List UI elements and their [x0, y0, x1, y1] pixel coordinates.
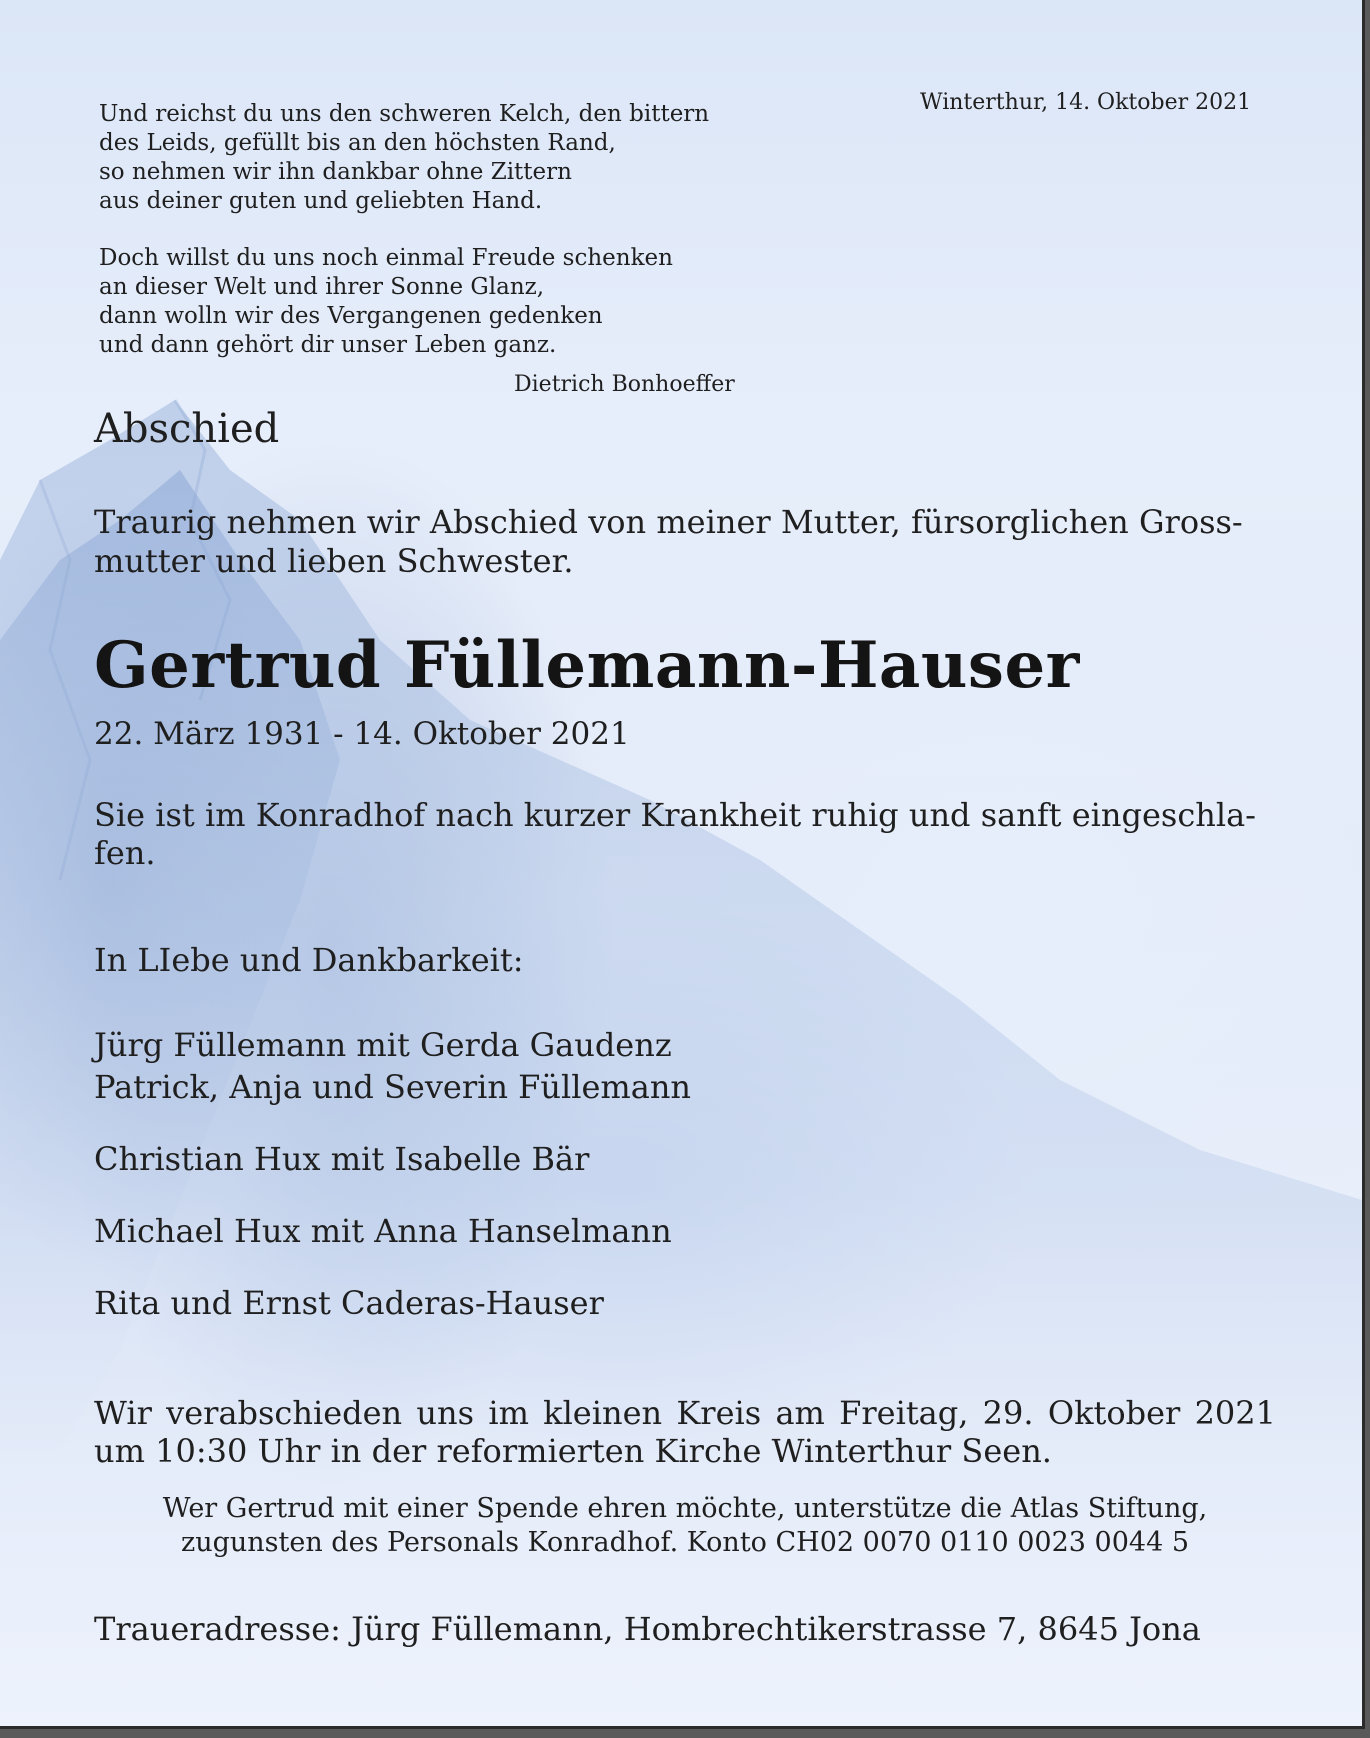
mourner-name: Michael Hux mit Anna Hanselmann [94, 1212, 672, 1250]
mourner-name: Patrick, Anja und Severin Füllemann [94, 1068, 692, 1106]
poem-stanza [99, 100, 709, 216]
mourner-name: Christian Hux mit Isabelle Bär [94, 1140, 590, 1178]
poem-line: des Leids, gefüllt bis an den höchsten Rand, [99, 130, 616, 156]
mourner-group [94, 1210, 691, 1252]
mourning-address: Traueradresse: Jürg Füllemann, Hombrechtikerstrasse 7, 8645 Jona [94, 1610, 1201, 1648]
service-info [94, 1394, 1276, 1470]
deceased-name: Gertrud Füllemann-Hauser [94, 628, 1080, 703]
poem-line: Doch willst du uns noch einmal Freude schenken [99, 245, 673, 271]
life-dates: 22. März 1931 - 14. Oktober 2021 [94, 716, 630, 752]
passing-line: Sie ist im Konradhof nach kurzer Krankheit ruhig und sanft eingeschla- [94, 796, 1256, 834]
mourner-name: Rita und Ernst Caderas-Hauser [94, 1284, 604, 1322]
mourner-group [94, 1282, 691, 1324]
poem [99, 100, 709, 388]
poem-line: aus deiner guten und geliebten Hand. [99, 188, 543, 214]
service-line: um 10:30 Uhr in der reformierten Kirche Winterthur Seen. [94, 1432, 1052, 1470]
mourner-group [94, 1138, 691, 1180]
mourner-group [94, 1024, 691, 1108]
intro-line: mutter und lieben Schwester. [94, 542, 574, 580]
poem-line: und dann gehört dir unser Leben ganz. [99, 332, 557, 358]
mourners-list [94, 1024, 691, 1354]
place-date: Winterthur, 14. Oktober 2021 [920, 90, 1252, 115]
page-heading: Abschied [94, 406, 280, 452]
service-line: Wir verabschieden uns im kleinen Kreis am Freitag, 29. Oktober 2021 [94, 1394, 1276, 1432]
poem-line: an dieser Welt und ihrer Sonne Glanz, [99, 274, 545, 300]
donation-line: zugunsten des Personals Konradhof. Konto CH02 0070 0110 0023 0044 5 [180, 1527, 1190, 1558]
donation-line: Wer Gertrud mit einer Spende ehren möchte, unterstütze die Atlas Stiftung, [162, 1493, 1208, 1524]
passing-text [94, 796, 1256, 872]
donation-note [94, 1492, 1276, 1560]
poem-line: Und reichst du uns den schweren Kelch, den bittern [99, 101, 710, 127]
intro-line: Traurig nehmen wir Abschied von meiner Mutter, fürsorglichen Gross- [94, 503, 1243, 541]
mourner-name: Jürg Füllemann mit Gerda Gaudenz [94, 1026, 672, 1064]
poem-line: so nehmen wir ihn dankbar ohne Zittern [99, 159, 572, 185]
poem-line: dann wolln wir des Vergangenen gedenken [99, 303, 603, 329]
thanks-line: In LIebe und Dankbarkeit: [94, 941, 524, 979]
poem-author: Dietrich Bonhoeffer [514, 372, 735, 397]
intro-text [94, 503, 1243, 581]
passing-line: fen. [94, 834, 156, 872]
poem-stanza [99, 244, 709, 360]
